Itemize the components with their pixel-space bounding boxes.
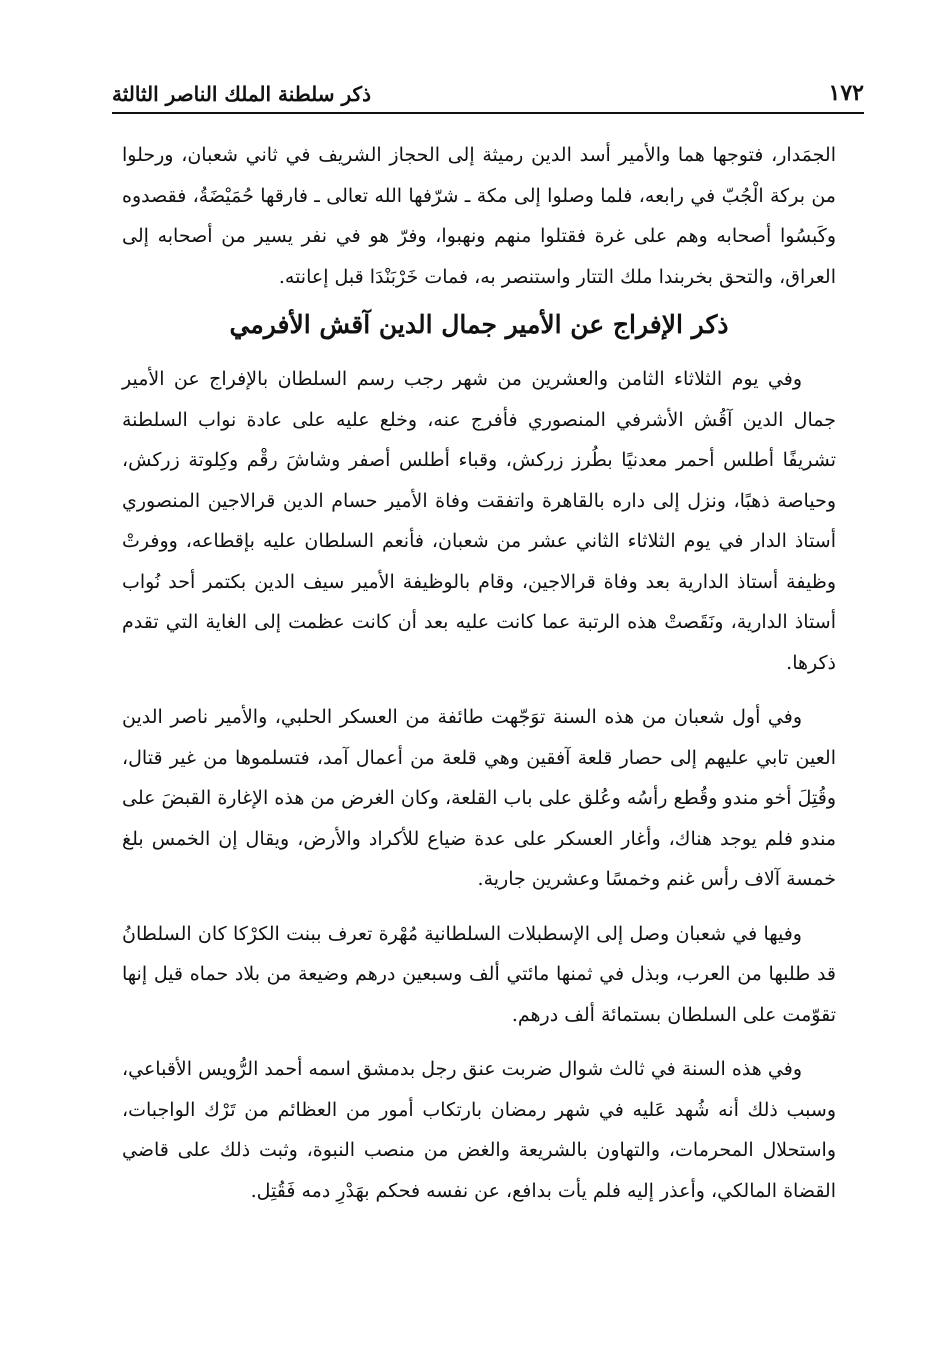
section-heading: ذكر الإفراج عن الأمير جمال الدين آقش الأفرمي [229, 310, 729, 339]
running-title: ذكر سلطنة الملك الناصر الثالثة [112, 82, 371, 106]
paragraph: وفي هذه السنة في ثالث شوال ضربت عنق رجل بدمشق اسمه أحمد الرُّويس الأقباعي، وسبب ذلك أنه شُهد عَليه في شهر رمضان بارتكاب أمور من العظائم من تَرْك الواجبات، واستحلال المحرمات، والتهاون بالشريعة والغض من منصب النبوة، وثبت ذلك على قاضي القضاة المالكي، وأعذر إليه فلم يأت بدافع، عن نفسه فحكم بهَدْرِ دمه فَقُتِل. [122, 1058, 836, 1202]
running-header [112, 78, 864, 114]
paragraph-continued: الجمَدار، فتوجها هما والأمير أسد الدين رميثة إلى الحجاز الشريف في ثاني شعبان، ورحلوا من بركة الْجُبّ في رابعه، فلما وصلوا إلى مكة ـ شرّفها الله تعالى ـ فارقها حُمَيْضَةُ، فقصدوه وكَبسُوا أصحابه وهم على غرة فقتلوا منهم ونهبوا، وفرّ هو في نفر يسير من أصحابه إلى العراق، والتحق بخربندا ملك التتار واستنصر به، فمات خَرْبَنْدَا قبل إعانته. [122, 144, 836, 288]
paragraph: وفيها في شعبان وصل إلى الإسطبلات السلطانية مُهْرة تعرف ببنت الكرْكا كان السلطانُ قد طلبها من العرب، وبذل في ثمنها مائتي ألف وسبعين درهم وضيعة من بلاد حماه قيل إنها تقوّمت على السلطان بستمائة ألف درهم. [122, 922, 836, 1026]
page-body [122, 135, 836, 1211]
page-number: ١٧٢ [828, 80, 864, 106]
paragraph: وفي أول شعبان من هذه السنة توَجّهت طائفة من العسكر الحلبي، والأمير ناصر الدين العين تابي عليهم إلى حصار قلعة آفقين وهي قلعة من أعمال آمد، فتسلموها من غير قتال، وقُتِلَ أخو مندو وقُطع رأسُه وعُلق على باب القلعة، وكان الغرض من هذه الإغارة القبضَ على مندو فلم يوجد هناك، وأغار العسكر على عدة ضياع للأكراد والأرض، ويقال إن الخمس بلغ خمسة آلاف رأس غنم وخمسًا وعشرين جارية. [122, 706, 836, 890]
paragraph: وفي يوم الثلاثاء الثامن والعشرين من شهر رجب رسم السلطان بالإفراج عن الأمير جمال الدين آقُش الأشرفي المنصوري فأفرج عنه، وخلع عليه على عادة نواب السلطنة تشريفًا أطلس أحمر معدنيًا بطُرز زركش، وقباء أطلس أصفر وشاشَ رقْم وكِلوتة زركش، وحياصة ذهبًا، ونزل إلى داره بالقاهرة واتفقت وفاة الأمير حسام الدين قرالاجين المنصوري أستاذ الدار في يوم الثلاثاء الثاني عشر من شعبان، فأنعم السلطان عليه بإقطاعه، ووفرتْ وظيفة أستاذ الدارية بعد وفاة قرالاجين، وقام بالوظيفة الأمير سيف الدين بكتمر أحد نُواب أستاذ الدارية، ونَقَصتْ هذه الرتبة عما كانت عليه بعد أن كانت عظمت إلى الغاية التي تقدم ذكرها. [122, 368, 836, 674]
